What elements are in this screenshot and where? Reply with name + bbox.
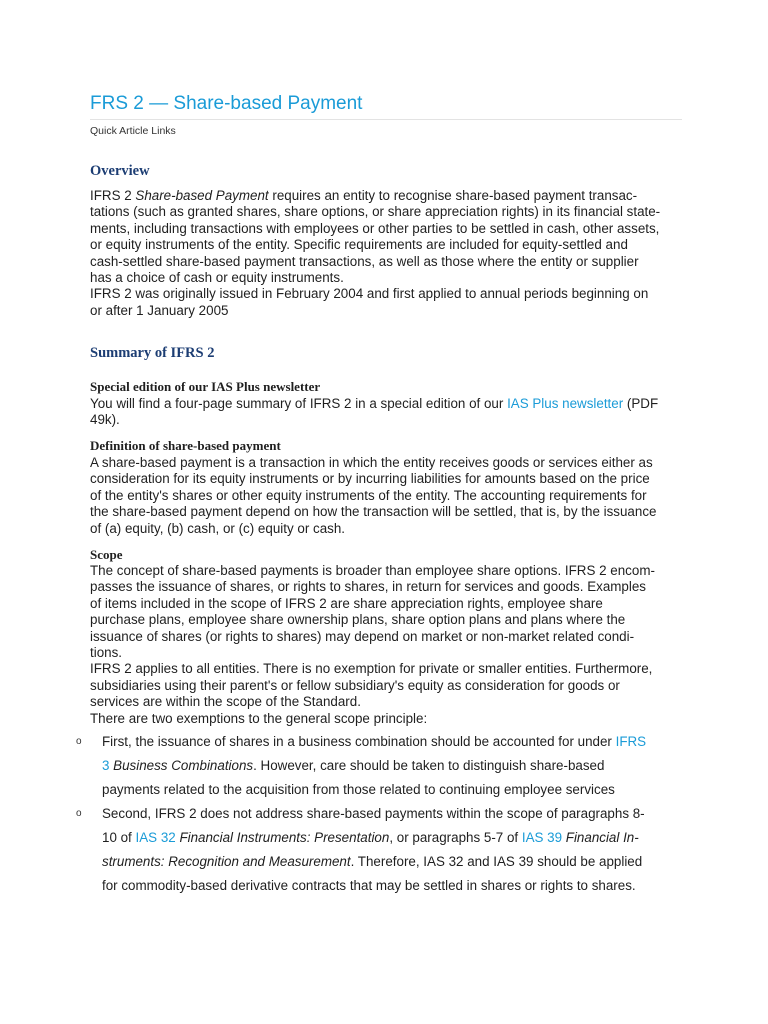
overview-line-4: or equity instruments of the entity. Specific requirements are included for equity-settled and	[90, 237, 628, 253]
scope-line: purchase plans, employee share ownership plans, share option plans and plans where the	[90, 612, 626, 628]
definition-heading: Definition of share-based payment	[90, 438, 281, 453]
overview-heading: Overview	[90, 163, 150, 179]
definition-line: of the entity's shares or other equity instruments of the entity. The accounting requirements for	[90, 487, 647, 503]
overview-line-1: IFRS 2 Share-based Payment requires an entity to recognise share-based payment transac-	[90, 188, 638, 203]
definition-line: consideration for its equity instruments or by incurring liabilities for amounts based on the price	[90, 471, 650, 487]
newsletter-paragraph	[90, 396, 682, 429]
bullet-marker-icon: o	[76, 736, 82, 747]
definition-line: of (a) equity, (b) cash, or (c) equity or cash.	[90, 520, 346, 536]
scope-exemptions-list	[72, 730, 682, 898]
ias-39-link[interactable]: IAS 39	[521, 830, 563, 845]
ias-32-link[interactable]: IAS 32	[135, 830, 176, 845]
title-divider	[90, 119, 682, 120]
scope-line: issuance of shares (or rights to shares) may depend on market or non-market related condi-	[90, 628, 635, 644]
scope-line: tions.	[90, 645, 123, 661]
overview-issue-line-1: IFRS 2 was originally issued in February 2004 and first applied to annual periods beginning on	[90, 286, 649, 302]
definition-line: A share-based payment is a transaction in which the entity receives goods or services either as	[90, 455, 653, 470]
newsletter-line-2: 49k).	[90, 412, 120, 428]
overview-issue-line-2: or after 1 January 2005	[90, 302, 229, 318]
scope-line: of items included in the scope of IFRS 2 are share appreciation rights, employee share	[90, 595, 603, 611]
definition-paragraph	[90, 455, 682, 537]
scope-line: passes the issuance of shares, or rights to shares, in return for services and goods. Examples	[90, 579, 646, 595]
overview-line-5: cash-settled share-based payment transactions, as well as those where the entity or supplier	[90, 253, 639, 269]
page-title: FRS 2 — Share-based Payment	[90, 93, 363, 114]
scope-paragraph	[90, 563, 682, 727]
scope-line: services are within the scope of the Standard.	[90, 694, 361, 710]
scope-line: The concept of share-based payments is broader than employee share options. IFRS 2 encom-	[90, 563, 655, 578]
ifrs-3-link[interactable]: IFRS	[615, 734, 647, 749]
list-item: o First, the issuance of shares in a business combination should be accounted for under IFRS 3 Business Combinations. However, care should be taken to distinguish share-based payments related to the acquisition from those related to continuing employee services	[72, 730, 682, 802]
scope-heading: Scope	[90, 547, 123, 562]
scope-line: IFRS 2 applies to all entities. There is no exemption for private or smaller entities. Furthermore,	[90, 661, 653, 677]
quick-article-links[interactable]: Quick Article Links	[90, 125, 176, 137]
overview-line-6: has a choice of cash or equity instruments.	[90, 270, 344, 286]
scope-line: There are two exemptions to the general scope principle:	[90, 710, 428, 726]
bullet-marker-icon: o	[76, 808, 82, 819]
overview-line-2: tations (such as granted shares, share options, or share appreciation rights) in its financial state-	[90, 204, 661, 220]
overview-line-3: ments, including transactions with employees or other parties to be settled in cash, other assets,	[90, 220, 660, 236]
definition-line: the share-based payment depend on how the transaction will be settled, that is, by the issuance	[90, 504, 657, 520]
newsletter-line-1: You will find a four-page summary of IFRS 2 in a special edition of our IAS Plus newsletter (PDF	[90, 396, 659, 411]
overview-paragraph	[90, 188, 682, 319]
newsletter-heading: Special edition of our IAS Plus newsletter	[90, 379, 321, 394]
scope-line: subsidiaries using their parent's or fellow subsidiary's equity as consideration for goods or	[90, 677, 620, 693]
ifrs-3-link-continued[interactable]: 3	[102, 758, 110, 773]
summary-heading: Summary of IFRS 2	[90, 345, 215, 361]
ias-plus-newsletter-link[interactable]: IAS Plus newsletter	[507, 396, 624, 411]
list-item: o Second, IFRS 2 does not address share-based payments within the scope of paragraphs 8- 10 of IAS 32 Financial Instruments: Presentation, or paragraphs 5-7 of IAS 39 Financial In- struments: Recognition and Measurement. Therefore, IAS 32 and IAS 39 should be applied for commodity-based derivative contracts that may be settled in shares or rights to shares.	[72, 802, 682, 898]
